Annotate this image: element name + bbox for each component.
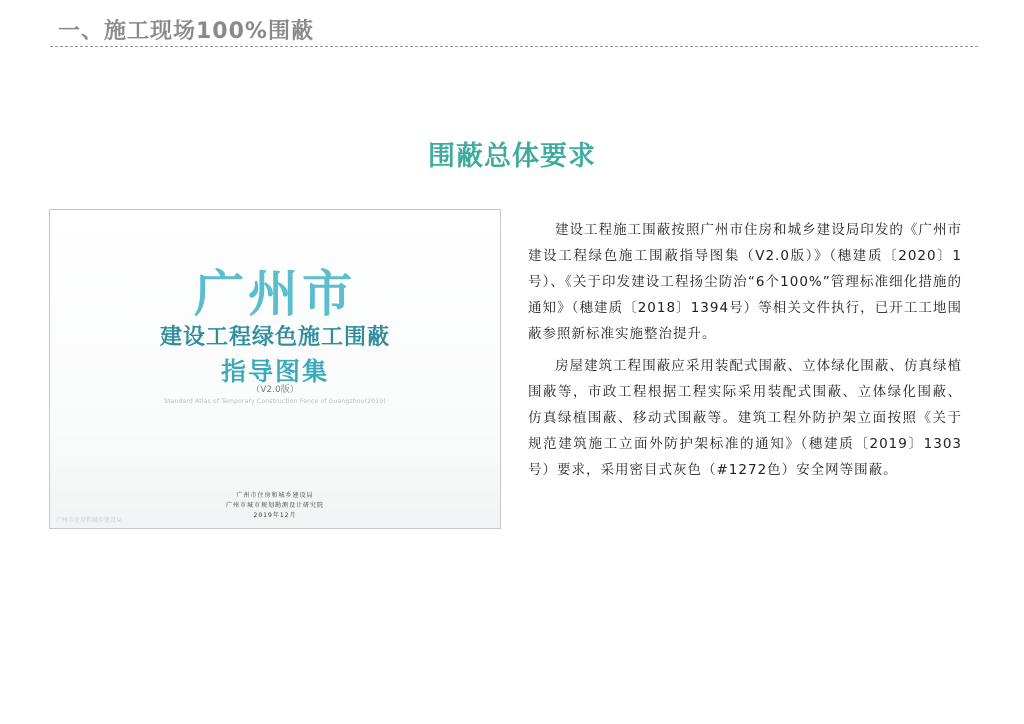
- header-divider: [50, 46, 978, 47]
- cover-org-2: 广州市城市规划勘测设计研究院: [225, 502, 324, 509]
- body-text: [528, 217, 962, 489]
- cover-city: 广州市: [194, 265, 356, 323]
- paragraph-2: 房屋建筑工程围蔽应采用装配式围蔽、立体绿化围蔽、仿真绿植围蔽等，市政工程根据工程实际采用装配式围蔽、立体绿化围蔽、仿真绿植围蔽、移动式围蔽等。建筑工程外防护架立面按照《关于规范建筑施工立面外防护架标准的通知》（穗建质〔2019〕1303号）要求，采用密目式灰色（#1272色）安全网等围蔽。: [528, 358, 962, 478]
- cover-org-1: 广州市住房和城乡建设局: [236, 492, 314, 499]
- page-header-title: 一、施工现场100%围蔽: [58, 19, 314, 44]
- cover-subtitle: 指导图集: [220, 357, 329, 386]
- section-heading: 围蔽总体要求: [428, 141, 596, 172]
- cover-english-title: Standard Atlas of Temporary Construction Fence of Guangzhou(2019): [164, 398, 386, 405]
- cover-date: 2019年12月: [253, 512, 297, 519]
- paragraph-1: 建设工程施工围蔽按照广州市住房和城乡建设局印发的《广州市建设工程绿色施工围蔽指导图集（V2.0版）》（穗建质〔2020〕1号）、《关于印发建设工程扬尘防治“6个100%”管理标准细化措施的通知》（穗建质〔2018〕1394号）等相关文件执行，已开工工地围蔽参照新标准实施整治提升。: [528, 222, 962, 342]
- cover-watermark: 广州市住房和城乡建设局: [56, 517, 123, 524]
- guideline-cover-image: [49, 209, 501, 529]
- cover-version: （V2.0版）: [251, 385, 299, 395]
- cover-title: 建设工程绿色施工围蔽: [159, 325, 390, 350]
